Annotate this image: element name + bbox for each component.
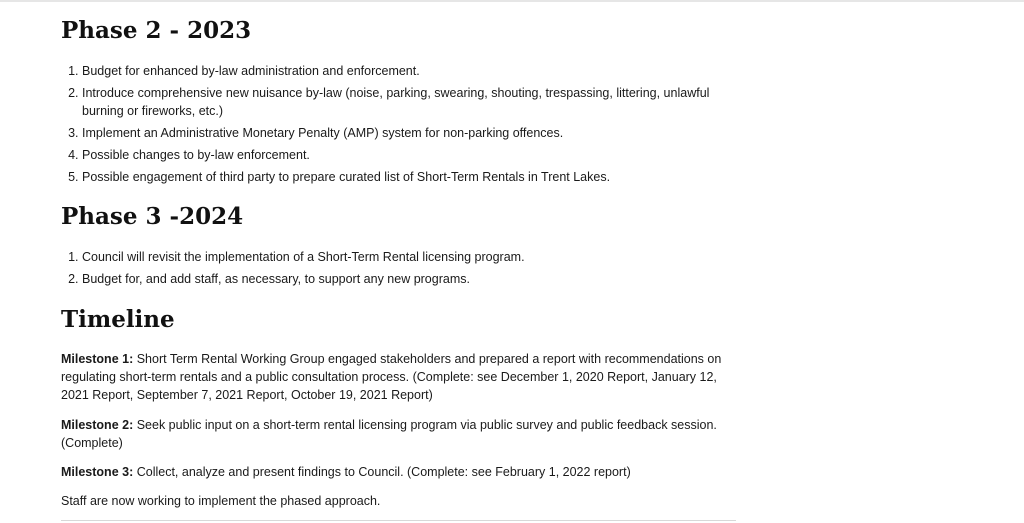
phase-3-list	[61, 248, 742, 292]
phase-3-heading: Phase 3 -2024	[61, 203, 244, 230]
bottom-divider	[61, 520, 736, 521]
phase-2-heading: Phase 2 - 2023	[61, 17, 252, 44]
milestone-text: Seek public input on a short-term rental licensing program via public survey and public feedback session. (Complete)	[61, 418, 717, 450]
milestone-label: Milestone 1:	[61, 352, 134, 366]
list-item: 3. Implement an Administrative Monetary Penalty (AMP) system for non-parking offences.	[82, 124, 742, 142]
milestone-text: Collect, analyze and present findings to Council. (Complete: see February 1, 2022 report)	[133, 465, 631, 479]
milestone-2	[61, 416, 741, 452]
milestone-label: Milestone 2:	[61, 418, 134, 432]
milestone-label: Milestone 3:	[61, 465, 134, 479]
list-item: 4. Possible changes to by-law enforcement.	[82, 146, 742, 164]
list-item: 2. Budget for, and add staff, as necessary, to support any new programs.	[82, 270, 742, 288]
closing-note: Staff are now working to implement the phased approach.	[61, 494, 381, 508]
phase-2-list	[61, 62, 742, 190]
timeline-heading: Timeline	[61, 306, 175, 333]
list-item: 2. Introduce comprehensive new nuisance by-law (noise, parking, swearing, shouting, trespassing, littering, unlawful burning or fireworks, etc.)	[82, 84, 742, 120]
list-item: 1. Budget for enhanced by-law administration and enforcement.	[82, 62, 742, 80]
top-divider	[0, 0, 1024, 2]
milestone-text: Short Term Rental Working Group engaged stakeholders and prepared a report with recommendations on regulating short-term rentals and a public consultation process. (Complete: see December 1, 2020 Report, January 12, 2021 Report, September 7, 2021 Report, October 19, 2021 Report)	[61, 352, 722, 402]
list-item: 5. Possible engagement of third party to prepare curated list of Short-Term Rentals in Trent Lakes.	[82, 168, 742, 186]
milestone-3	[61, 463, 741, 481]
list-item: 1. Council will revisit the implementation of a Short-Term Rental licensing program.	[82, 248, 742, 266]
milestone-1	[61, 350, 741, 404]
